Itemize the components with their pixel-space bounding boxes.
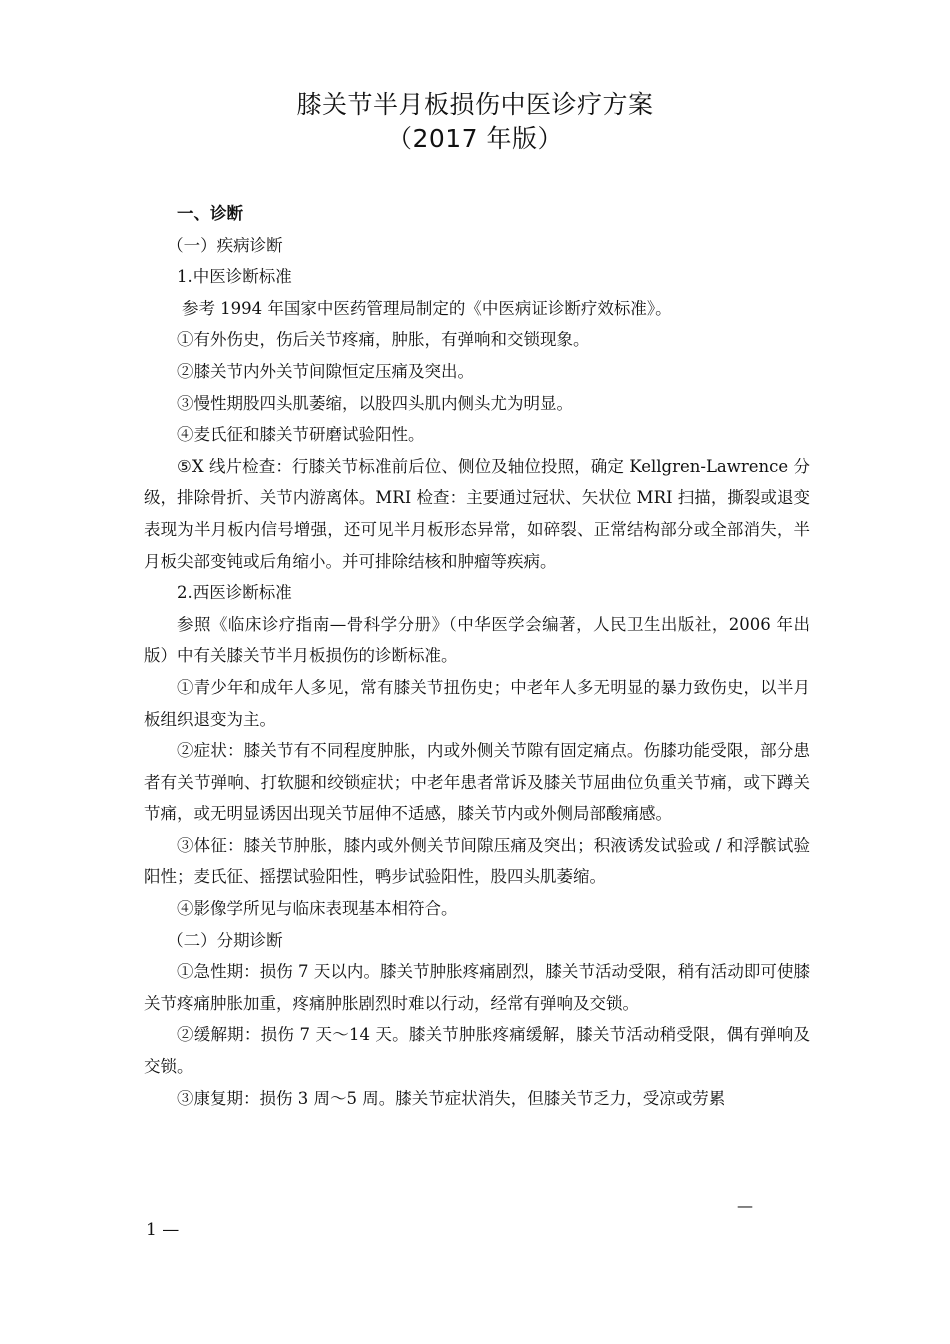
paragraph: 参考 1994 年国家中医药管理局制定的《中医病证诊断疗效标准》。	[181, 298, 672, 318]
paragraph: （一）疾病诊断	[167, 235, 283, 255]
paragraph: ②缓解期：损伤 7 天～14 天。膝关节肿胀疼痛缓解，膝关节活动稍受限，偶有弹响及交锁。	[144, 1025, 810, 1077]
paragraph: ④影像学所见与临床表现基本相符合。	[177, 899, 458, 919]
paragraph: 2.西医诊断标准	[177, 583, 292, 603]
document-body	[144, 198, 810, 1114]
paragraph: ②症状：膝关节有不同程度肿胀，内或外侧关节隙有固定痛点。伤膝功能受限，部分患者有关节弹响、打软腿和绞锁症状；中老年患者常诉及膝关节屈曲位负重关节痛，或下蹲关节痛，或无明显诱因出现关节屈伸不适感，膝关节内或外侧局部酸痛感。	[144, 741, 810, 824]
footer-rule: —	[737, 1196, 753, 1215]
document-edition: （2017 年版）	[386, 124, 564, 153]
paragraph: ③体征：膝关节肿胀，膝内或外侧关节间隙压痛及突出；积液诱发试验或 / 和浮髌试验阳性；麦氏征、摇摆试验阳性，鸭步试验阳性，股四头肌萎缩。	[144, 835, 810, 887]
paragraph: （二）分期诊断	[167, 930, 283, 950]
paragraph: ①有外伤史，伤后关节疼痛，肿胀，有弹响和交锁现象。	[177, 330, 590, 350]
paragraph: ③慢性期股四头肌萎缩，以股四头肌内侧头尤为明显。	[177, 393, 573, 413]
paragraph: ②膝关节内外关节间隙恒定压痛及突出。	[177, 361, 474, 381]
document-title: 膝关节半月板损伤中医诊疗方案	[296, 90, 654, 119]
paragraph: ④麦氏征和膝关节研磨试验阳性。	[177, 425, 425, 445]
paragraph: 一、诊断	[177, 204, 243, 223]
paragraph: ③康复期：损伤 3 周～5 周。膝关节症状消失，但膝关节乏力，受凉或劳累	[177, 1088, 726, 1108]
paragraph: 1.中医诊断标准	[177, 267, 292, 287]
paragraph: ①青少年和成年人多见，常有膝关节扭伤史；中老年人多无明显的暴力致伤史，以半月板组织退变为主。	[144, 677, 810, 729]
paragraph: 参照《临床诊疗指南—骨科学分册》（中华医学会编著，人民卫生出版社，2006 年出版）中有关膝关节半月板损伤的诊断标准。	[144, 614, 810, 666]
page-number: 1 —	[146, 1220, 180, 1240]
paragraph: ⑤X 线片检查：行膝关节标准前后位、侧位及轴位投照，确定 Kellgren-Lawrence 分级，排除骨折、关节内游离体。MRI 检查：主要通过冠状、矢状位 MRI 扫描，撕裂或退变表现为半月板内信号增强，还可见半月板形态异常，如碎裂、正常结构部分或全部消失，半月板尖部变钝或后角缩小。并可排除结核和肿瘤等疾病。	[144, 456, 810, 571]
paragraph: ①急性期：损伤 7 天以内。膝关节肿胀疼痛剧烈，膝关节活动受限，稍有活动即可使膝关节疼痛肿胀加重，疼痛肿胀剧烈时难以行动，经常有弹响及交锁。	[144, 962, 810, 1013]
